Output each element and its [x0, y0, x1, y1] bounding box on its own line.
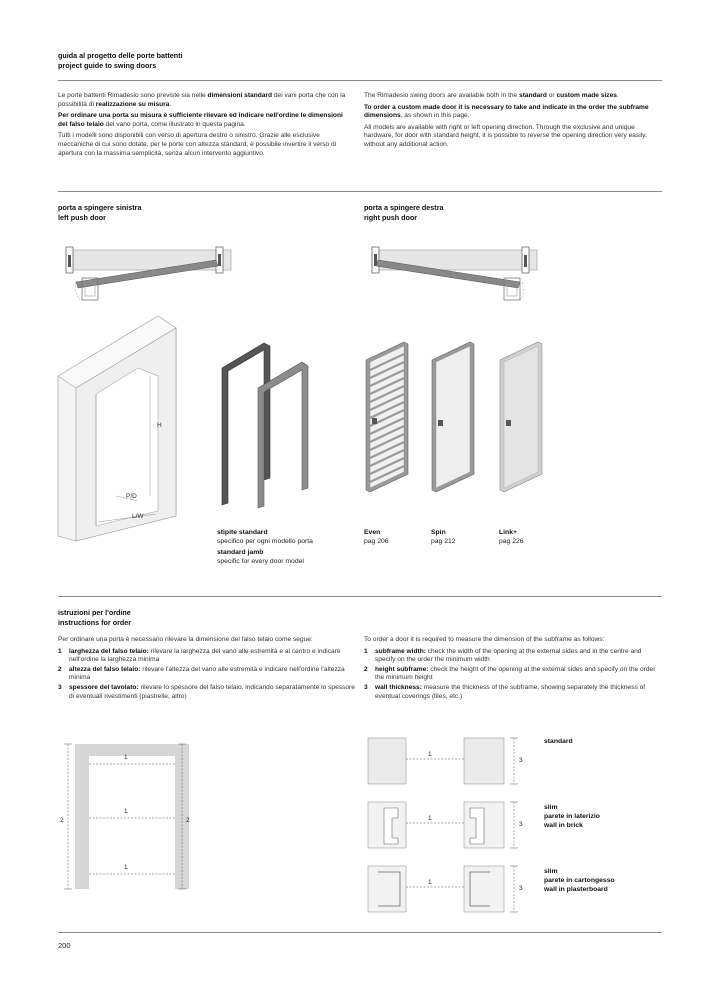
order-item: 2 altezza del falso telaio: rilevare l'altezza del vano alle estremità e indicare nell'ordine l'altezza minima [58, 665, 345, 682]
divider [58, 80, 662, 81]
right-push-door-plan [364, 240, 544, 310]
order-item: 2 height subframe: check the height of the opening at the external sides and specify on the order the minimum height [364, 665, 656, 682]
section-label-slim-plaster: slim parete in cartongesso wall in plasterboard [544, 868, 615, 893]
dim-label-height: 2 [186, 817, 190, 824]
wall-section-standard [364, 734, 534, 789]
page-number: 200 [58, 941, 71, 950]
model-caption-link-plus: Link+ pag 226 [499, 529, 524, 545]
order-instructions-en: To order a door it is required to measure the dimension of the subframe as follows: 1 subframe width: check the width of the opening at the external sides and in the centre and specify on the order the minimum width 2 height subframe: check the height of the opening at the external sides and specify on the order the minimum height 3 wall thickness: measure the thickness of the subframe, showing separately the thickness of eventual coverings (tiles, etc.) [364, 636, 658, 702]
dim-label-width: 1 [428, 751, 432, 758]
divider [58, 191, 662, 192]
header-title-en: project guide to swing doors [58, 61, 157, 70]
model-caption-even: Even pag 206 [364, 529, 389, 545]
depth-label: P/D [126, 493, 137, 500]
hinge-right [218, 254, 221, 266]
wall-opening-isometric [58, 316, 183, 541]
left-push-heading: porta a spingere sinistra left push door [58, 203, 142, 222]
width-label: L/W [132, 513, 144, 520]
header-title-it: guida al progetto delle porte battenti [58, 51, 183, 60]
door-spin [430, 340, 480, 495]
order-item: 3 spessore del tavolato: rilevare lo spessore del falso telaio, indicando separatamente lo spessore di eventuali rivestimenti (piastrelle, altro) [58, 683, 355, 700]
dim-label-height: 2 [60, 817, 64, 824]
dim-label-thickness: 3 [519, 821, 523, 828]
hinge-right [524, 255, 527, 267]
order-item: 3 wall thickness: measure the thickness of the subframe, showing separately the thickness of eventual coverings (tiles, etc.) [364, 683, 646, 700]
dim-label-width: 1 [124, 754, 128, 761]
dim-label-thickness: 3 [519, 885, 523, 892]
dim-label-width: 1 [428, 879, 432, 886]
instructions-heading: istruzioni per l'ordine instructions for order [58, 608, 132, 627]
divider [58, 932, 662, 933]
intro-italian: Le porte battenti Rimadesio sono previste sia nelle dimensioni standard dei vani porta che con la possibilità di realizzazione su misura. Per ordinare una porta su misura è sufficiente rilevare ed indicare nell'ordine le dimensioni del falso telaio del vano porta, come illustrato in questa pagina. Tutti i modelli sono disponibili con verso di apertura destro o sinistro. Grazie alle esclusive meccaniche di cui sono dotate, per le porte con altezza standard, è possibile invertire il verso di apertura con la massima semplicità, senza alcun intervento aggiuntivo. [58, 92, 346, 157]
door-opening [96, 368, 158, 526]
section-label-standard: standard [544, 738, 573, 745]
height-label: H [157, 422, 162, 429]
standard-jamb-illustration [214, 338, 314, 508]
model-caption-spin: Spin pag 212 [431, 529, 456, 545]
order-item: 1 subframe width: check the width of the opening at the external sides and in the centre and specify on the order the minimum width [364, 647, 642, 664]
subframe [75, 744, 189, 889]
hinge-left [68, 255, 71, 267]
right-push-heading: porta a spingere destra right push door [364, 203, 444, 222]
intro-english: The Rimadesio swing doors are available both in the standard or custom made sizes. To order a custom made door it is necessary to take and indicate in the order the subframe dimensions, as shown in this page. All models are available with right or left opening direction. Through the exclusive and unique hardware, for door with standard height, it is possible to reverse the opening direction very easily, without any additional action. [364, 92, 649, 148]
order-instructions-it: Per ordinare una porta è necessario rilevare la dimensione del falso telaio come segue: 1 larghezza del falso telaio: rilevare la larghezza del vano alle estremità e al centro e indicare nell'ordine la larghezza minima 2 altezza del falso telaio: rilevare l'altezza del vano alle estremità e indicare nell'ordine l'altezza minima 3 spessore del tavolato: rilevare lo spessore del falso telaio, indicando separatamente lo spessore di eventuali rivestimenti (piastrelle, altro) [58, 636, 355, 700]
header [58, 51, 183, 71]
dim-label-thickness: 3 [519, 757, 523, 764]
dim-label-width: 1 [124, 808, 128, 815]
left-push-door-plan [58, 240, 238, 310]
dim-label-width: 1 [428, 815, 432, 822]
door-link-plus [498, 340, 548, 495]
divider [58, 596, 662, 597]
dim-label-width: 1 [124, 864, 128, 871]
wall-section-slim-brick [364, 798, 534, 853]
subframe-elevation-diagram [58, 734, 208, 894]
order-item: 1 larghezza del falso telaio: rilevare la larghezza del vano alle estremità e al centro e indicare nell'ordine la larghezza minima [58, 647, 341, 664]
jamb-caption: stipite standard specifico per ogni modello porta standard jamb specific for every door model [217, 529, 313, 565]
section-label-slim-brick: slim parete in laterizio wall in brick [544, 804, 600, 829]
door-even [364, 340, 414, 495]
wall-section-slim-plaster [364, 862, 534, 917]
